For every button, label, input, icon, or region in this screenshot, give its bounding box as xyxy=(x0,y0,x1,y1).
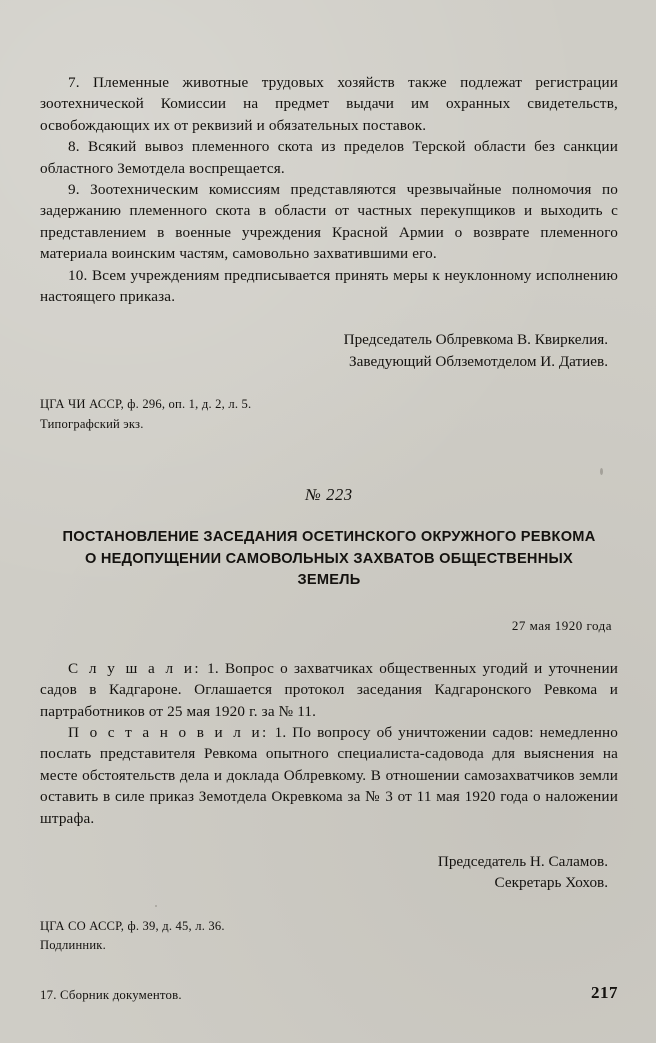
paragraph-10: 10. Всем учреждениям предписывается принять меры к неуклонному исполнению настоящего приказа. xyxy=(40,266,618,306)
archive-reference-top xyxy=(40,396,618,433)
footer-signature-mark: 17. Сборник документов. xyxy=(40,988,182,1002)
signature-block-top xyxy=(40,329,618,372)
page-content xyxy=(40,72,618,955)
signature-chairman-bottom: Председатель Н. Саламов. xyxy=(437,853,608,871)
signature-secretary: Секретарь Хохов. xyxy=(494,874,608,892)
heard-text: 1. Вопрос о захватчиках общественных угодий и уточнении садов в Кадгароне. Оглашается протокол заседания Кадгаронского Ревкома и партработников от 25 мая 1920 г. за № 11. xyxy=(40,659,619,720)
page-footer xyxy=(40,983,618,1003)
paragraph-7: 7. Племенные животные трудовых хозяйств также подлежат регистрации зоотехнической Комиссии на предмет выдачи им охранных свидетельств, освобождающих их от реквизий и обязательных поставок. xyxy=(40,74,618,134)
archive-reference-top-line2: Типографский экз. xyxy=(40,416,144,431)
decided-paragraph xyxy=(40,722,618,829)
page-number: 217 xyxy=(591,983,618,1002)
archive-reference-bottom xyxy=(40,918,618,955)
archive-reference-bottom-line2: Подлинник. xyxy=(40,938,106,953)
signature-block-bottom xyxy=(40,851,618,894)
document-title: ПОСТАНОВЛЕНИЕ ЗАСЕДАНИЯ ОСЕТИНСКОГО ОКРУЖНОГО РЕВКОМА О НЕДОПУЩЕНИИ САМОВОЛЬНЫХ ЗАХВАТОВ ОБЩЕСТВЕННЫХ ЗЕМЕЛЬ xyxy=(62,529,596,589)
document-number: № 223 xyxy=(305,485,353,505)
paragraph-9: 9. Зоотехническим комиссиям представляются чрезвычайные полномочия по задержанию племенного скота в области от частных перекупщиков и выходить с представлением в военные учреждения Красной Армии о возврате племенного материала воинским частям, самовольно захватившими его. xyxy=(40,181,618,263)
paragraph-8: 8. Всякий вывоз племенного скота из пределов Терской области без санкции областного Земотдела воспрещается. xyxy=(40,138,618,177)
signature-land-department-head: Заведующий Облземотделом И. Датиев. xyxy=(349,352,608,370)
decided-label: П о с т а н о в и л и: xyxy=(68,724,269,741)
signature-chairman: Председатель Облревкома В. Квиркелия. xyxy=(343,331,608,349)
document-date: 27 мая 1920 года xyxy=(511,617,612,633)
archive-reference-top-line1: ЦГА ЧИ АССР, ф. 296, оп. 1, д. 2, л. 5. xyxy=(40,397,252,412)
archive-reference-bottom-line1: ЦГА СО АССР, ф. 39, д. 45, л. 36. xyxy=(40,918,225,933)
heard-label: С л у ш а л и: xyxy=(68,659,202,677)
heard-paragraph xyxy=(40,658,618,722)
decided-text: 1. По вопросу об уничтожении садов: немедленно послать представителя Ревкома опытного специалиста-садовода для выяснения на месте обстоятельств дела и доклада Облревкому. В отношении самозахватчиков земли оставить в силе приказ Земотдела Окревкома за № 3 от 11 мая 1920 года о наложении штрафа. xyxy=(40,724,618,827)
